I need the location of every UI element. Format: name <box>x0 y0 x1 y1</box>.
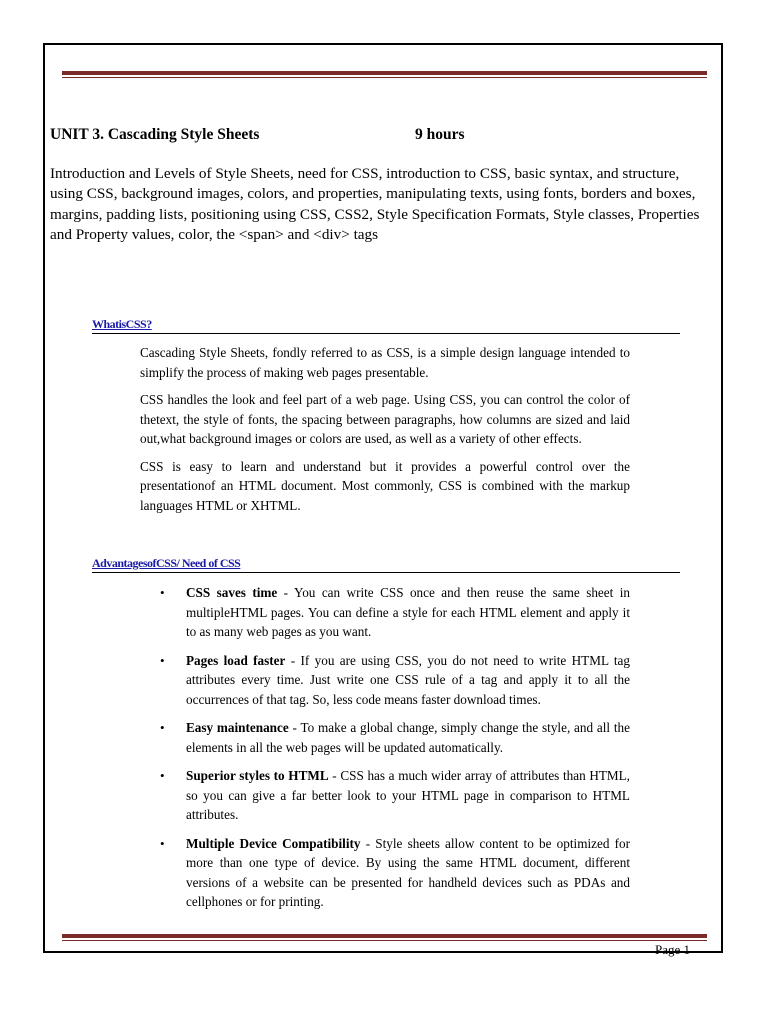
syllabus-intro: Introduction and Levels of Style Sheets, need for CSS, introduction to CSS, basic syntax, and structure, using CSS, background images, colors, and properties, manipulating texts, using fonts, borders and boxes, margins, padding lists, positioning using CSS, CSS2, Style Specification Formats, Style classes, Properties and Property values, color, the <span> and <div> tags <box>50 165 700 244</box>
paragraph: CSS handles the look and feel part of a web page. Using CSS, you can control the color of thetext, the style of fonts, the spacing between paragraphs, how columns are sized and laid out,what background images or colors are used, as well as a variety of other effects. <box>140 392 630 446</box>
item-text: - To make a global change, simply change the style, and all the elements in all the web pages will be updated automatically. <box>186 720 630 755</box>
item-text: - CSS has a much wider array of attributes than HTML, so you can give a far better look to your HTML page in comparison to HTML attributes. <box>186 768 630 822</box>
bullet-icon: • <box>160 720 165 735</box>
paragraph: Cascading Style Sheets, fondly referred to as CSS, is a simple design language intended to simplify the process of making web pages presentable. <box>140 345 630 380</box>
section-heading-what-is-css[interactable]: WhatisCSS? <box>92 317 680 334</box>
item-title: Easy maintenance <box>186 720 289 735</box>
list-item <box>160 583 630 642</box>
item-text: - If you are using CSS, you do not need to write HTML tag attributes every time. Just write one CSS rule of a tag and apply it to all the occurrences of that tag. So, less code means faster download times. <box>186 652 630 707</box>
section-heading-advantages[interactable]: AdvantagesofCSS/ Need of CSS <box>92 556 680 573</box>
bullet-icon: • <box>160 652 165 668</box>
item-title: Superior styles to HTML <box>186 768 329 783</box>
header-rule <box>62 71 707 78</box>
list-item <box>160 718 630 757</box>
paragraph: CSS is easy to learn and understand but it provides a powerful control over the presentationof an HTML document. Most commonly, CSS is combined with the markup languages HTML or XHTML. <box>140 458 630 513</box>
what-is-css-body <box>140 343 630 523</box>
item-title: CSS saves time <box>186 585 278 600</box>
advantages-list <box>160 583 630 921</box>
page-number: Page 1 <box>655 942 691 957</box>
item-title: Pages load faster <box>186 652 286 668</box>
unit-title: UNIT 3. Cascading Style Sheets <box>50 126 260 143</box>
footer-rule <box>62 934 707 941</box>
bullet-icon: • <box>160 585 165 600</box>
list-item <box>160 834 630 912</box>
unit-hours: 9 hours <box>415 126 465 143</box>
item-text: - You can write CSS once and then reuse the same sheet in multipleHTML pages. You can define a style for each HTML element and apply it to as many web pages as you want. <box>186 585 630 639</box>
item-title: Multiple Device Compatibility <box>186 835 361 851</box>
bullet-icon: • <box>160 835 165 851</box>
item-text: - Style sheets allow content to be optimized for more than one type of device. By using the same HTML document, different versions of a website can be presented for handheld devices such as PDAs and cellphones or for printing. <box>186 835 630 909</box>
bullet-icon: • <box>160 768 165 783</box>
list-item <box>160 766 630 825</box>
list-item <box>160 651 630 710</box>
